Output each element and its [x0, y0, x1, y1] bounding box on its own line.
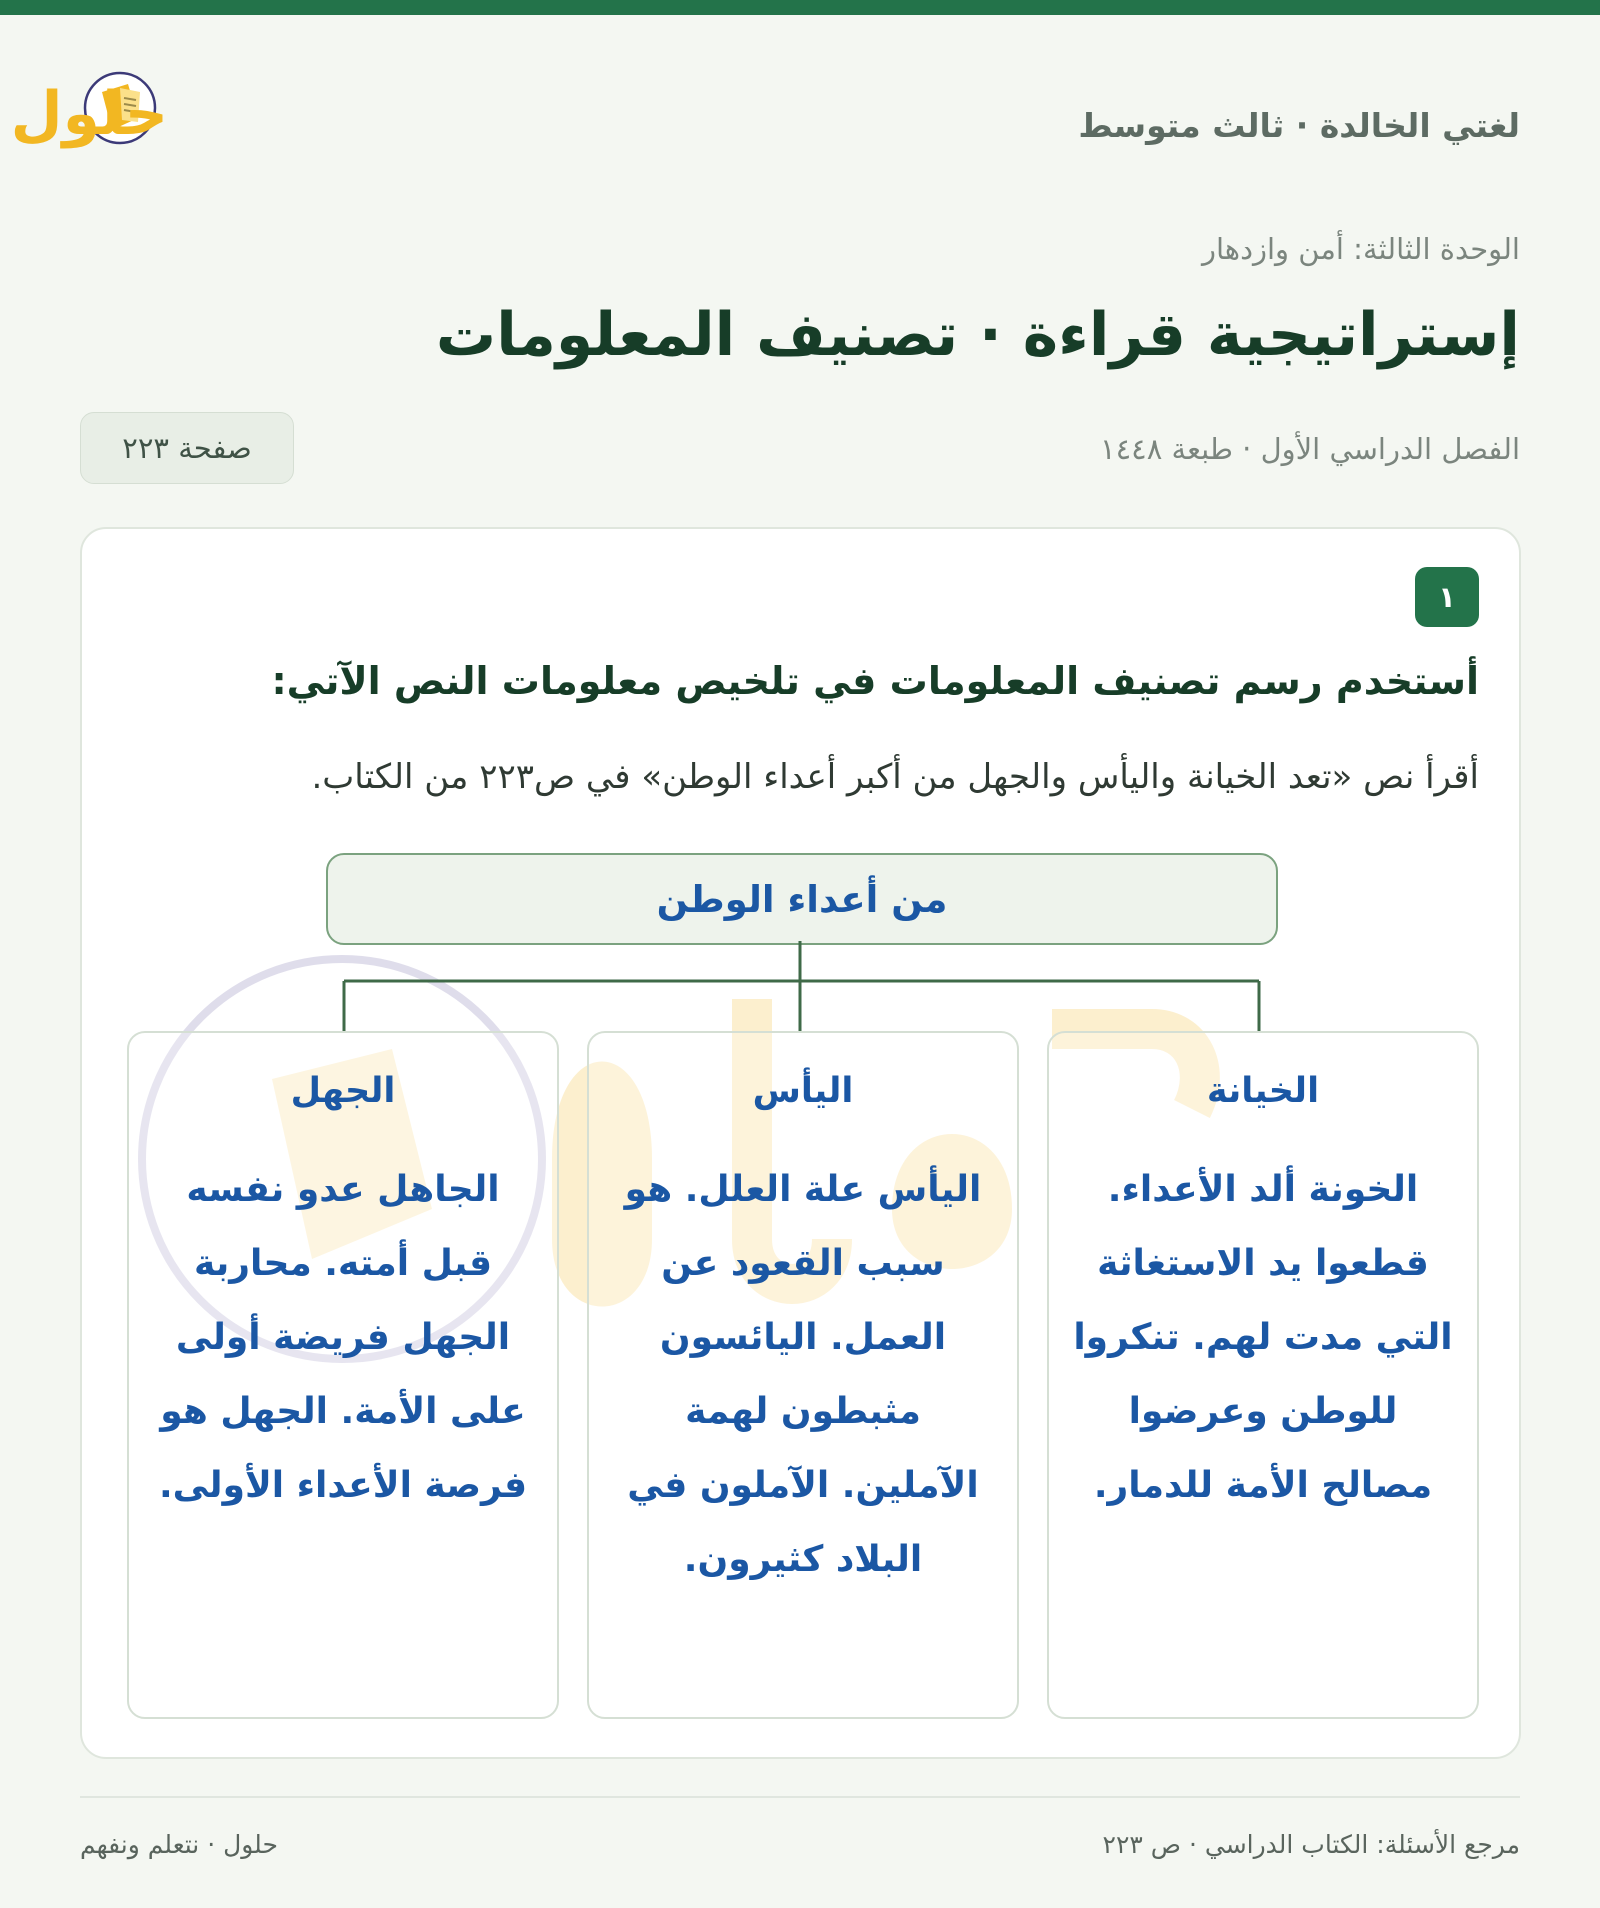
question-text: أقرأ نص «تعد الخيانة واليأس والجهل من أكبر أعداء الوطن» في ص٢٢٣ من الكتاب.: [311, 757, 1479, 797]
question-instruction: أستخدم رسم تصنيف المعلومات في تلخيص معلومات النص الآتي:: [271, 659, 1479, 703]
term-edition: الفصل الدراسي الأول · طبعة ١٤٤٨: [1100, 432, 1520, 466]
logo-icon: [10, 70, 370, 180]
question-card: [80, 527, 1521, 1759]
page-number-badge: صفحة ٢٢٣: [80, 412, 294, 484]
branch-title: الجهل: [290, 1071, 396, 1111]
footer-divider: [80, 1796, 1520, 1798]
page-title: إستراتيجية قراءة · تصنيف المعلومات: [435, 300, 1520, 370]
branch-details: اليأس علة العلل. هو سبب القعود عن العمل. اليائسون مثبطون لهمة الآملين. الآملون في البلاد كثيرون.: [624, 1169, 982, 1580]
branch-yaas: [587, 1031, 1019, 1719]
branch-title: اليأس: [752, 1071, 854, 1111]
diagram-root-box: من أعداء الوطن: [326, 853, 1278, 945]
logo-wordmark: حلول: [10, 79, 168, 149]
footer-reference: مرجع الأسئلة: الكتاب الدراسي · ص ٢٢٣: [1102, 1830, 1520, 1859]
unit-label: الوحدة الثالثة: أمن وازدهار: [1201, 232, 1520, 266]
hulul-logo[interactable]: [10, 70, 370, 180]
footer-tagline: حلول · نتعلم ونفهم: [80, 1830, 278, 1859]
branch-details: الجاهل عدو نفسه قبل أمته. محاربة الجهل فريضة أولى على الأمة. الجهل هو فرصة الأعداء الأولى.: [158, 1169, 528, 1506]
page-header: [10, 70, 1520, 180]
branch-title: الخيانة: [1206, 1071, 1320, 1111]
top-accent-bar: [0, 0, 1600, 15]
branch-jahl: [127, 1031, 559, 1719]
book-title: لغتي الخالدة · ثالث متوسط: [1078, 106, 1520, 145]
branch-khiyana: [1047, 1031, 1479, 1719]
branch-details: الخونة ألد الأعداء. قطعوا يد الاستغاثة التي مدت لهم. تنكروا للوطن وعرضوا مصالح الأمة للدمار.: [1073, 1169, 1453, 1506]
question-number-badge: ١: [1415, 567, 1479, 627]
